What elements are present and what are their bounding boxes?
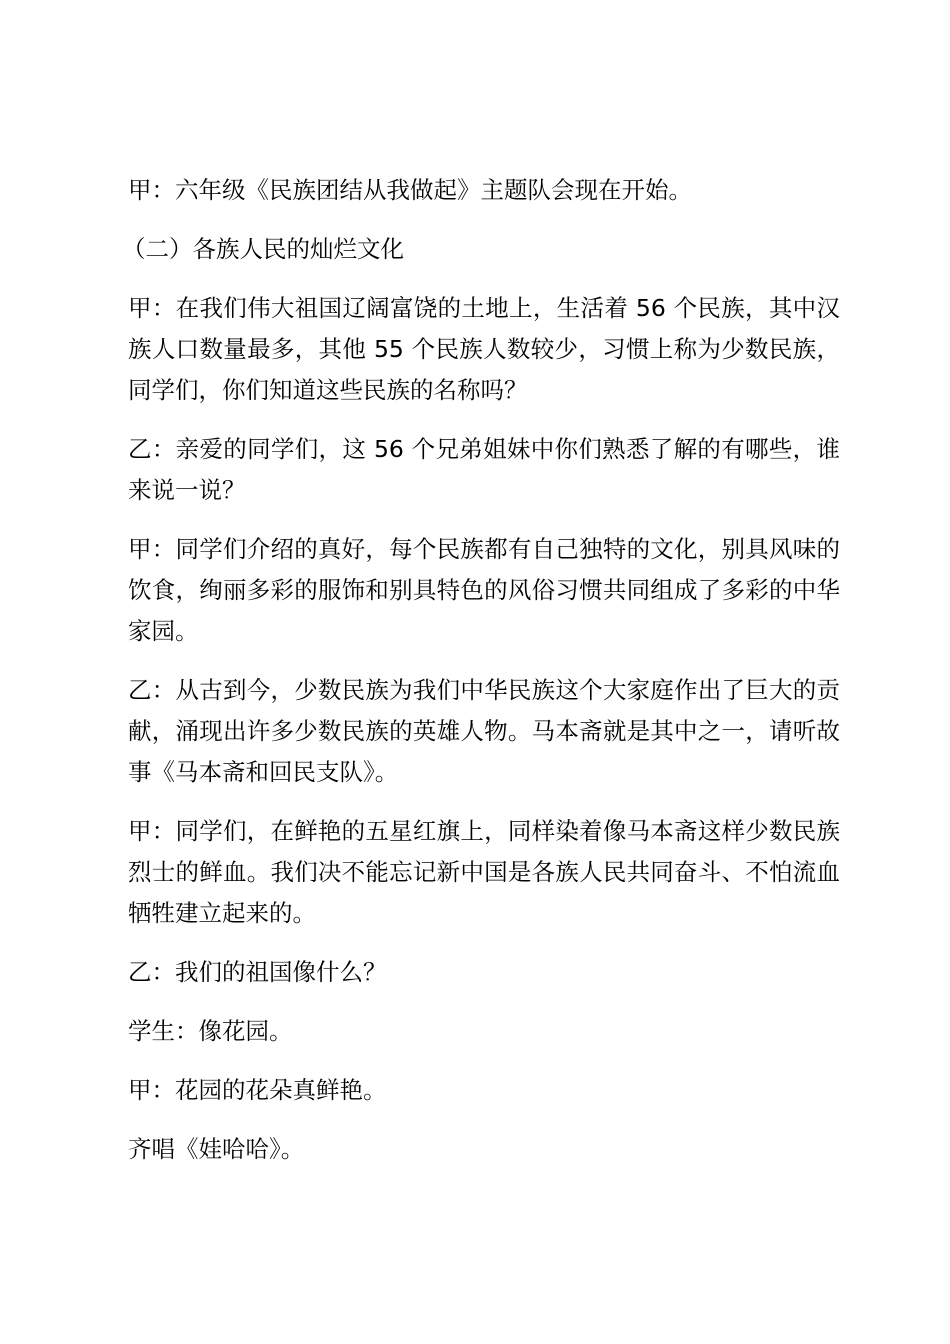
paragraph-flag: 甲：同学们，在鲜艳的五星红旗上，同样染着像马本斋这样少数民族烈士的鲜血。我们决不能忘记新中国是各族人民共同奋斗、不怕流血牺牲建立起来的。 — [128, 817, 840, 927]
paragraph-culture: 甲：同学们介绍的真好，每个民族都有自己独特的文化，别具风味的饮食，绚丽多彩的服饰和别具特色的风俗习惯共同组成了多彩的中华家园。 — [128, 535, 840, 645]
document-page — [122, 170, 840, 1188]
paragraph-opening: 甲：六年级《民族团结从我做起》主题队会现在开始。 — [128, 176, 692, 204]
section-heading: （二）各族人民的灿烂文化 — [122, 235, 404, 263]
paragraph-heroes: 乙：从古到今，少数民族为我们中华民族这个大家庭作出了巨大的贡献，涌现出许多少数民族的英雄人物。马本斋就是其中之一，请听故事《马本斋和回民支队》。 — [128, 676, 840, 786]
paragraph-student-answer: 学生：像花园。 — [128, 1017, 293, 1045]
paragraph-56-ethnic-groups: 甲：在我们伟大祖国辽阔富饶的土地上，生活着 56 个民族，其中汉族人口数量最多，其他 55 个民族人数较少，习惯上称为少数民族，同学们，你们知道这些民族的名称吗？ — [128, 294, 840, 404]
paragraph-question: 乙：亲爱的同学们，这 56 个兄弟姐妹中你们熟悉了解的有哪些，谁来说一说？ — [128, 435, 840, 504]
paragraph-song: 齐唱《娃哈哈》。 — [128, 1135, 305, 1163]
paragraph-motherland-question: 乙：我们的祖国像什么？ — [128, 958, 387, 986]
paragraph-flowers: 甲：花园的花朵真鲜艳。 — [128, 1076, 387, 1104]
